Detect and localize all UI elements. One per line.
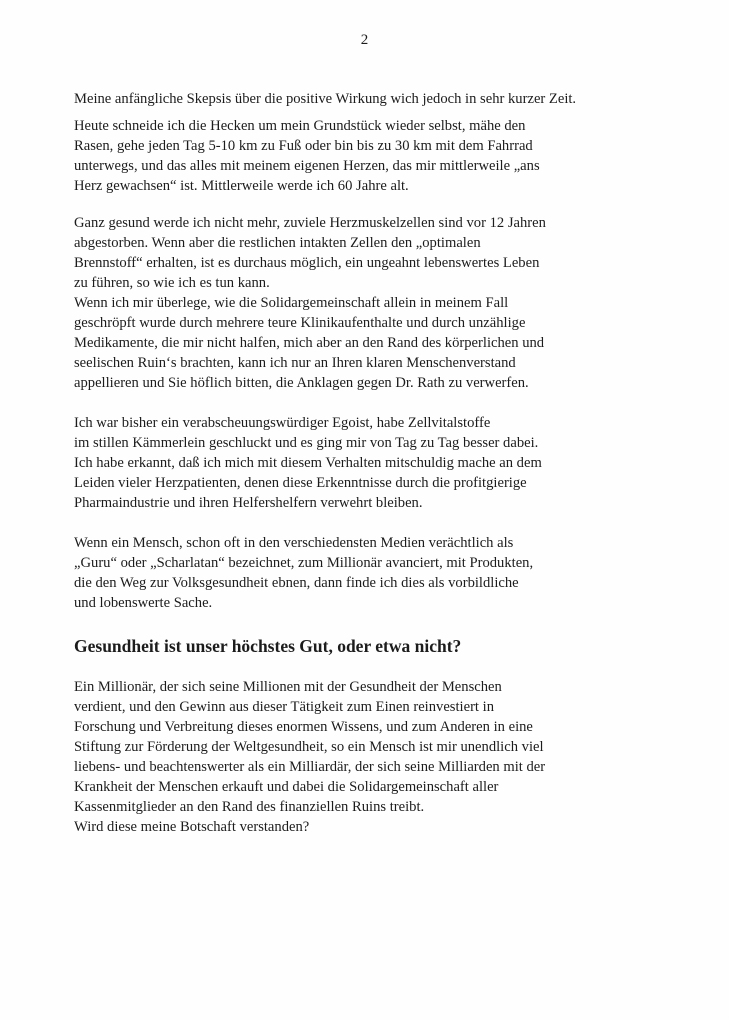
paragraph-skepsis: Meine anfängliche Skepsis über die positive Wirkung wich jedoch in sehr kurzer Zeit. [74, 91, 577, 107]
page-number: 2 [360, 32, 369, 48]
paragraph-egoist: Ich war bisher ein verabscheuungswürdiger Egoist, habe Zellvitalstoffe im stillen Kämmerlein geschluckt und es ging mir von Tag zu Tag besser dabei. Ich habe erkannt, daß ich mich mit diesem Verhalten mitschuldig mache an dem Leiden vieler Herzpatienten, denen diese Erkenntnisse durch die profitgierige Pharmaindustrie und ihren Helfershelfern verwehrt bleiben. [74, 415, 542, 511]
paragraph-millionaer: Wenn ein Mensch, schon oft in den verschiedensten Medien verächtlich als „Guru“ oder „Scharlatan“ bezeichnet, zum Millionär avanciert, mit Produkten, die den Weg zur Volksgesundheit ebnen, dann finde ich dies als vorbildliche und lobenswerte Sache. [74, 535, 534, 611]
paragraph-ganz-gesund: Ganz gesund werde ich nicht mehr, zuviele Herzmuskelzellen sind vor 12 Jahren abgestorben. Wenn aber die restlichen intakten Zellen den „optimalen Brennstoff“ erhalten, ist es durchaus möglich, ein ungeahnt lebenswertes Leben zu führen, so wie ich es tun kann. [74, 215, 546, 291]
paragraph-heute: Heute schneide ich die Hecken um mein Grundstück wieder selbst, mähe den Rasen, gehe jeden Tag 5-10 km zu Fuß oder bin bis zu 30 km mit dem Fahrrad unterwegs, und das alles mit meinem eigenen Herzen, das mir mittlerweile „ans Herz gewachsen“ ist. Mittlerweile werde ich 60 Jahre alt. [74, 118, 540, 194]
paragraph-solidargemeinschaft: Wenn ich mir überlege, wie die Solidargemeinschaft allein in meinem Fall geschröpft wurde durch mehrere teure Klinikaufenthalte und durch unzählige Medikamente, die mir nicht halfen, mich aber an den Rand des körperlichen und seelischen Ruin‘s brachten, kann ich nur an Ihren klaren Menschenverstand appellieren und Sie höflich bitten, die Anklagen gegen Dr. Rath zu verwerfen. [74, 295, 545, 391]
section-heading: Gesundheit ist unser höchstes Gut, oder etwa nicht? [74, 636, 462, 656]
paragraph-botschaft: Ein Millionär, der sich seine Millionen mit der Gesundheit der Menschen verdient, und den Gewinn aus dieser Tätigkeit zum Einen reinvestiert in Forschung und Verbreitung dieses enormen Wissens, und zum Anderen in eine Stiftung zur Förderung der Weltgesundheit, so ein Mensch ist mir unendlich viel liebens- und beachtenswerter als ein Milliardär, der sich seine Milliarden mit der Krankheit der Menschen erkauft und dabei die Solidargemeinschaft aller Kassenmitglieder an den Rand des finanziellen Ruins treibt. Wird diese meine Botschaft verstanden? [74, 679, 546, 835]
document-body [74, 89, 706, 855]
